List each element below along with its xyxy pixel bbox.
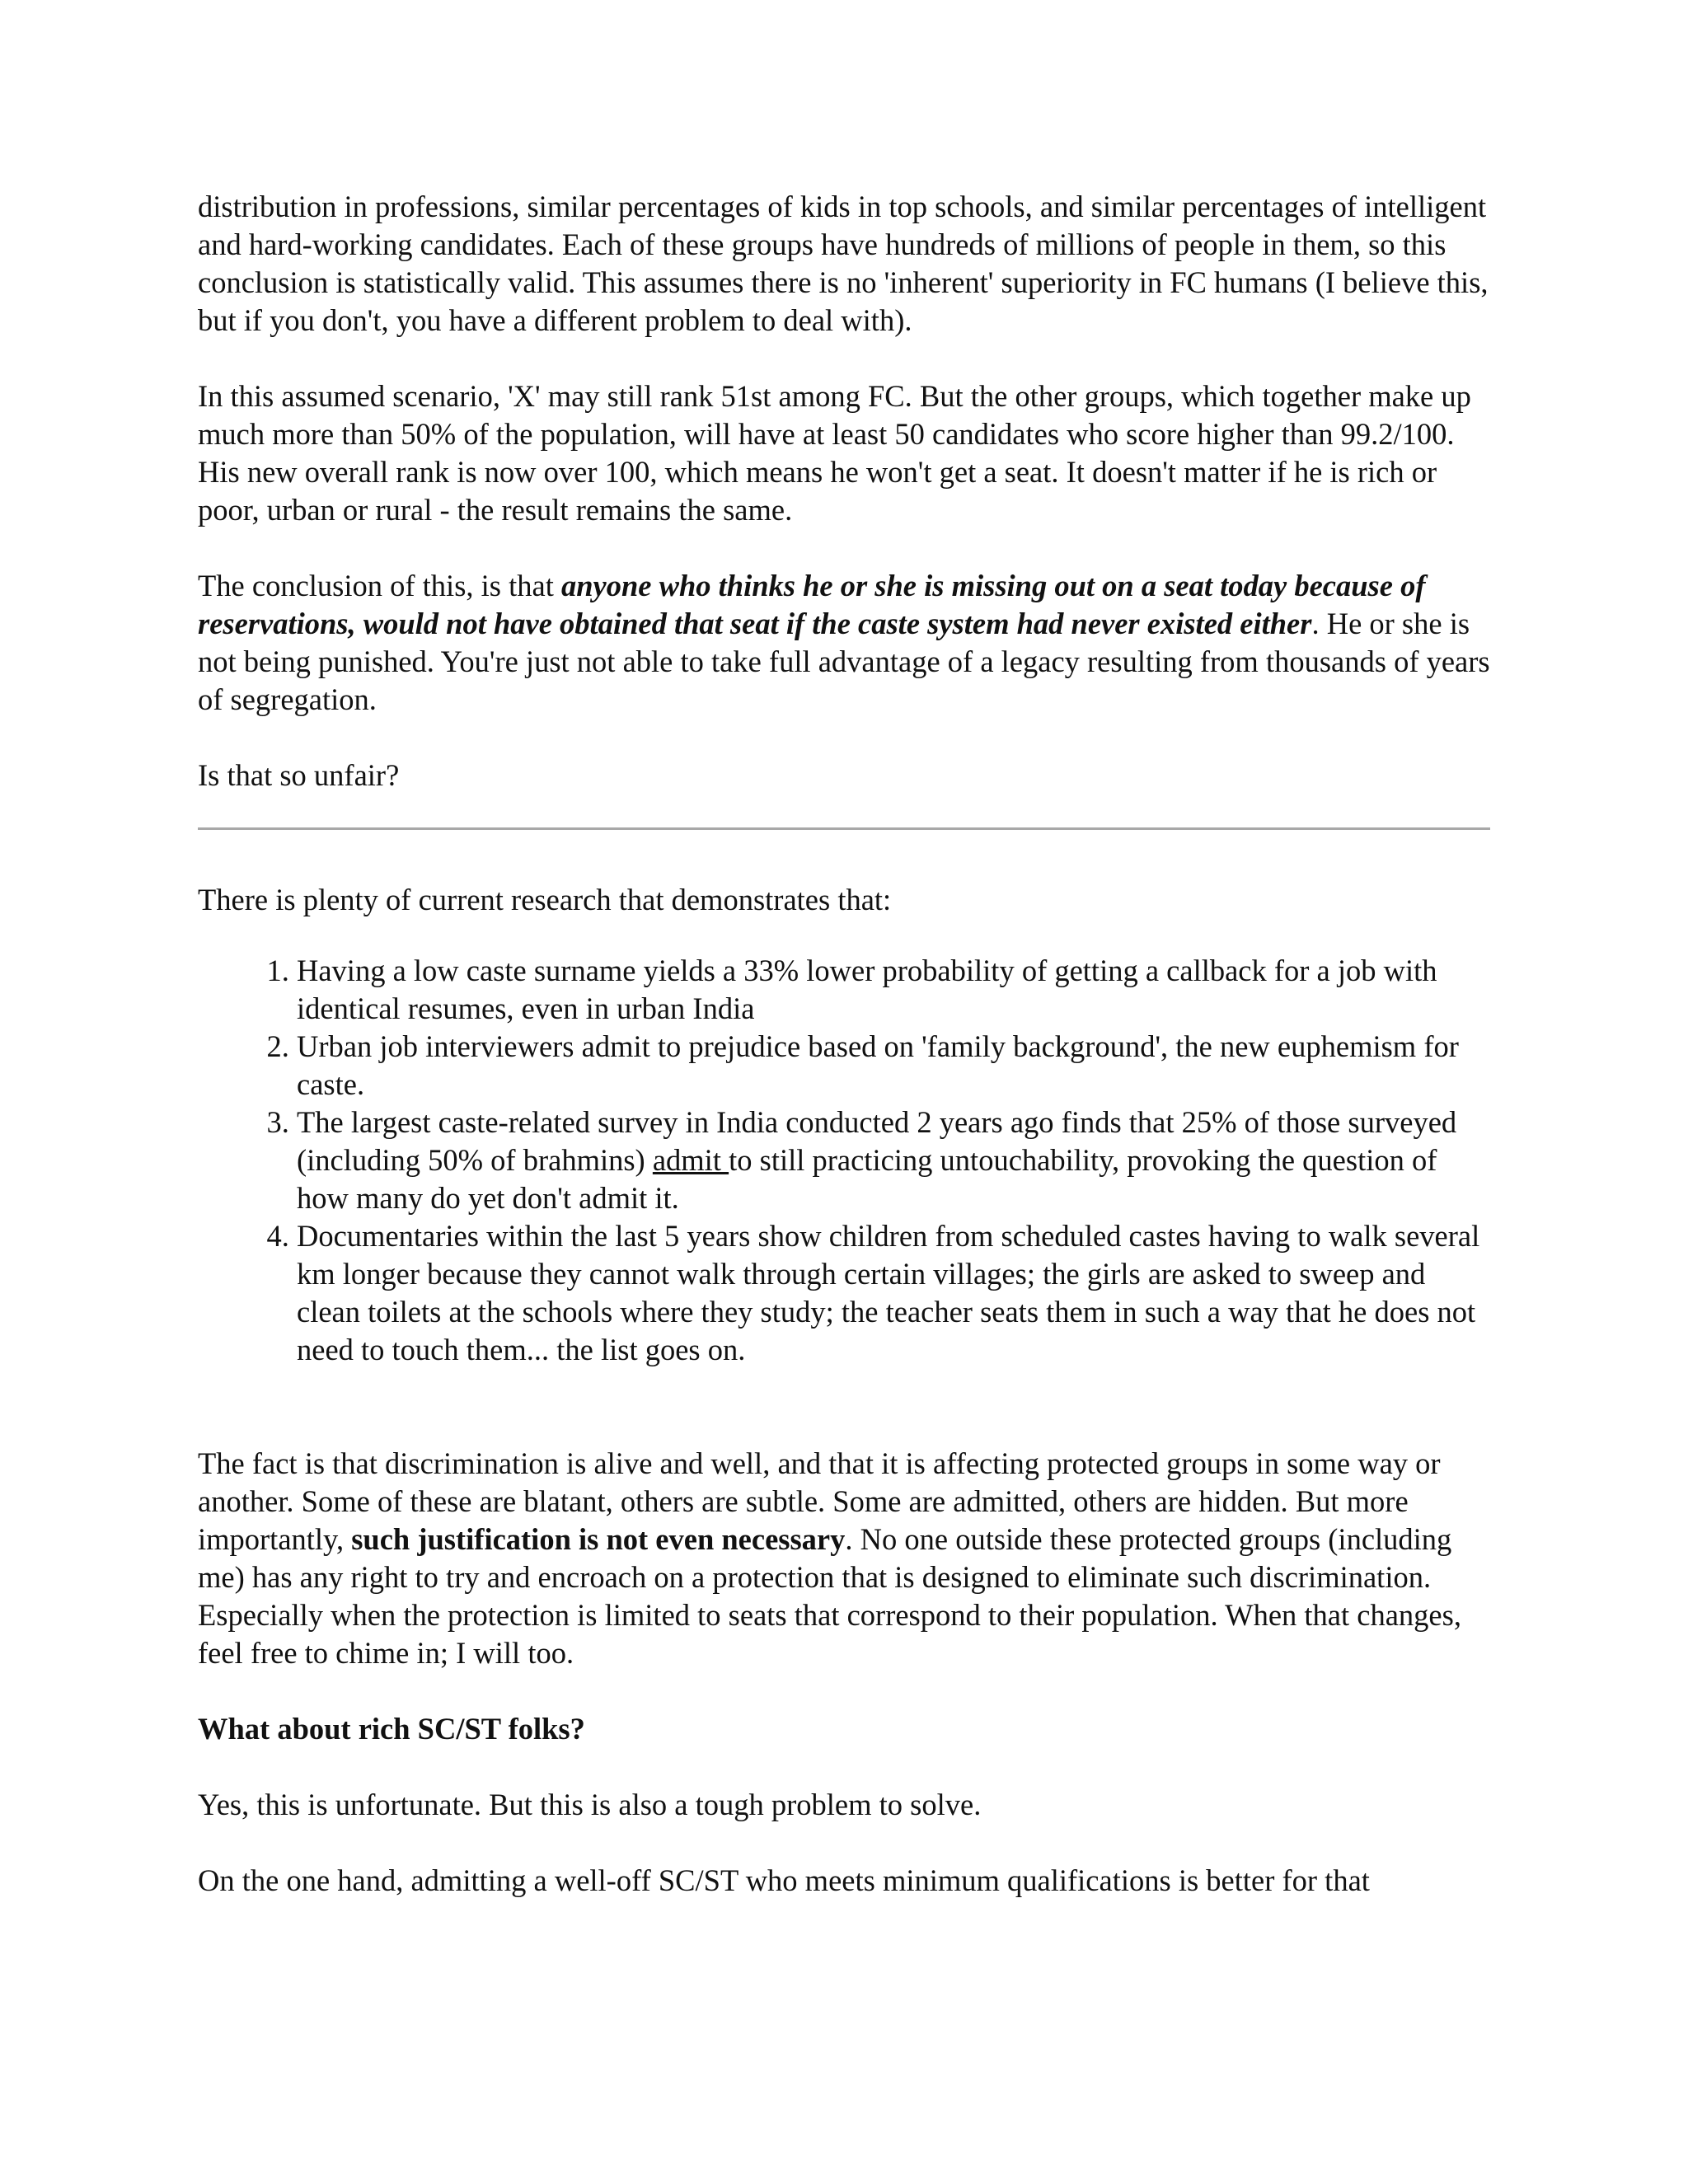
research-item-documentaries: 4. Documentaries within the last 5 years show children from scheduled castes having to walk several km longer because they cannot walk through certain villages; the girls are asked to sweep and clean toilets at the schools where they study; the teacher seats them in such a way that he does not need to touch them... the list goes on. <box>297 1217 1492 1369</box>
vertical-spacer <box>198 1407 1492 1445</box>
section-heading-rich-scst: What about rich SC/ST folks? <box>198 1712 585 1746</box>
paragraph-statistical-distribution: distribution in professions, similar percentages of kids in top schools, and similar percentages of intelligent and hard-working candidates. Each of these groups have hundreds of millions of people in them, so this conclusion is statistically valid. This assumes there is no 'inherent' superiority in FC humans (I believe this, but if you don't, you have a different problem to deal with). <box>198 190 1489 337</box>
paragraph-unfortunate: Yes, this is unfortunate. But this is also a tough problem to solve. <box>198 1788 982 1821</box>
admit-link[interactable]: admit <box>652 1143 729 1177</box>
discrimination-bold: such justification is not even necessary <box>351 1522 846 1556</box>
discrimination-tail: . No one outside these protected groups (including me) has any right to try and encroach on a protection that is designed to eliminate such discrimination. Especially when the protection is limited to seats that correspond to their population. When that changes, feel free to chime in; I will too. <box>198 1522 1461 1670</box>
paragraph-conclusion <box>198 567 1492 719</box>
conclusion-tail: . He or she is not being punished. You're just not able to take full advantage of a legacy resulting from thousands of years of segregation. <box>198 607 1490 716</box>
conclusion-lead: The conclusion of this, is that <box>198 569 561 602</box>
survey-text-before: The largest caste-related survey in India conducted 2 years ago finds that 25% of those surveyed (including 50% of brahmins) <box>297 1105 1457 1177</box>
paragraph-question: Is that so unfair? <box>198 758 400 792</box>
paragraph-assumed-scenario: In this assumed scenario, 'X' may still rank 51st among FC. But the other groups, which together make up much more than 50% of the population, will have at least 50 candidates who score higher than 99.2/100. His new overall rank is now over 100, which means he won't get a seat. It doesn't matter if he is rich or poor, urban or rural - the result remains the same. <box>198 379 1471 527</box>
paragraph-research-intro: There is plenty of current research that demonstrates that: <box>198 883 892 916</box>
research-item-interviewer-prejudice: 2. Urban job interviewers admit to prejudice based on 'family background', the new euphemism for caste. <box>297 1028 1492 1104</box>
research-item-untouchability-survey <box>297 1104 1492 1217</box>
conclusion-emphasis: anyone who thinks he or she is missing out on a seat today because of reservations, would not have obtained that seat if the caste system had never existed either <box>198 569 1426 640</box>
research-list <box>198 952 1492 1369</box>
horizontal-divider <box>198 827 1490 830</box>
paragraph-one-hand: On the one hand, admitting a well-off SC/ST who meets minimum qualifications is better for that <box>198 1863 1370 1897</box>
document-page <box>198 188 1492 1938</box>
paragraph-discrimination <box>198 1445 1492 1672</box>
survey-text-after: to still practicing untouchability, provoking the question of how many do yet don't admit it. <box>297 1143 1437 1215</box>
research-item-surname-callback: 1. Having a low caste surname yields a 33% lower probability of getting a callback for a job with identical resumes, even in urban India <box>297 952 1492 1028</box>
discrimination-lead: The fact is that discrimination is alive and well, and that it is affecting protected groups in some way or another. Some of these are blatant, others are subtle. Some are admitted, others are hidden. But more importantly, <box>198 1446 1441 1556</box>
